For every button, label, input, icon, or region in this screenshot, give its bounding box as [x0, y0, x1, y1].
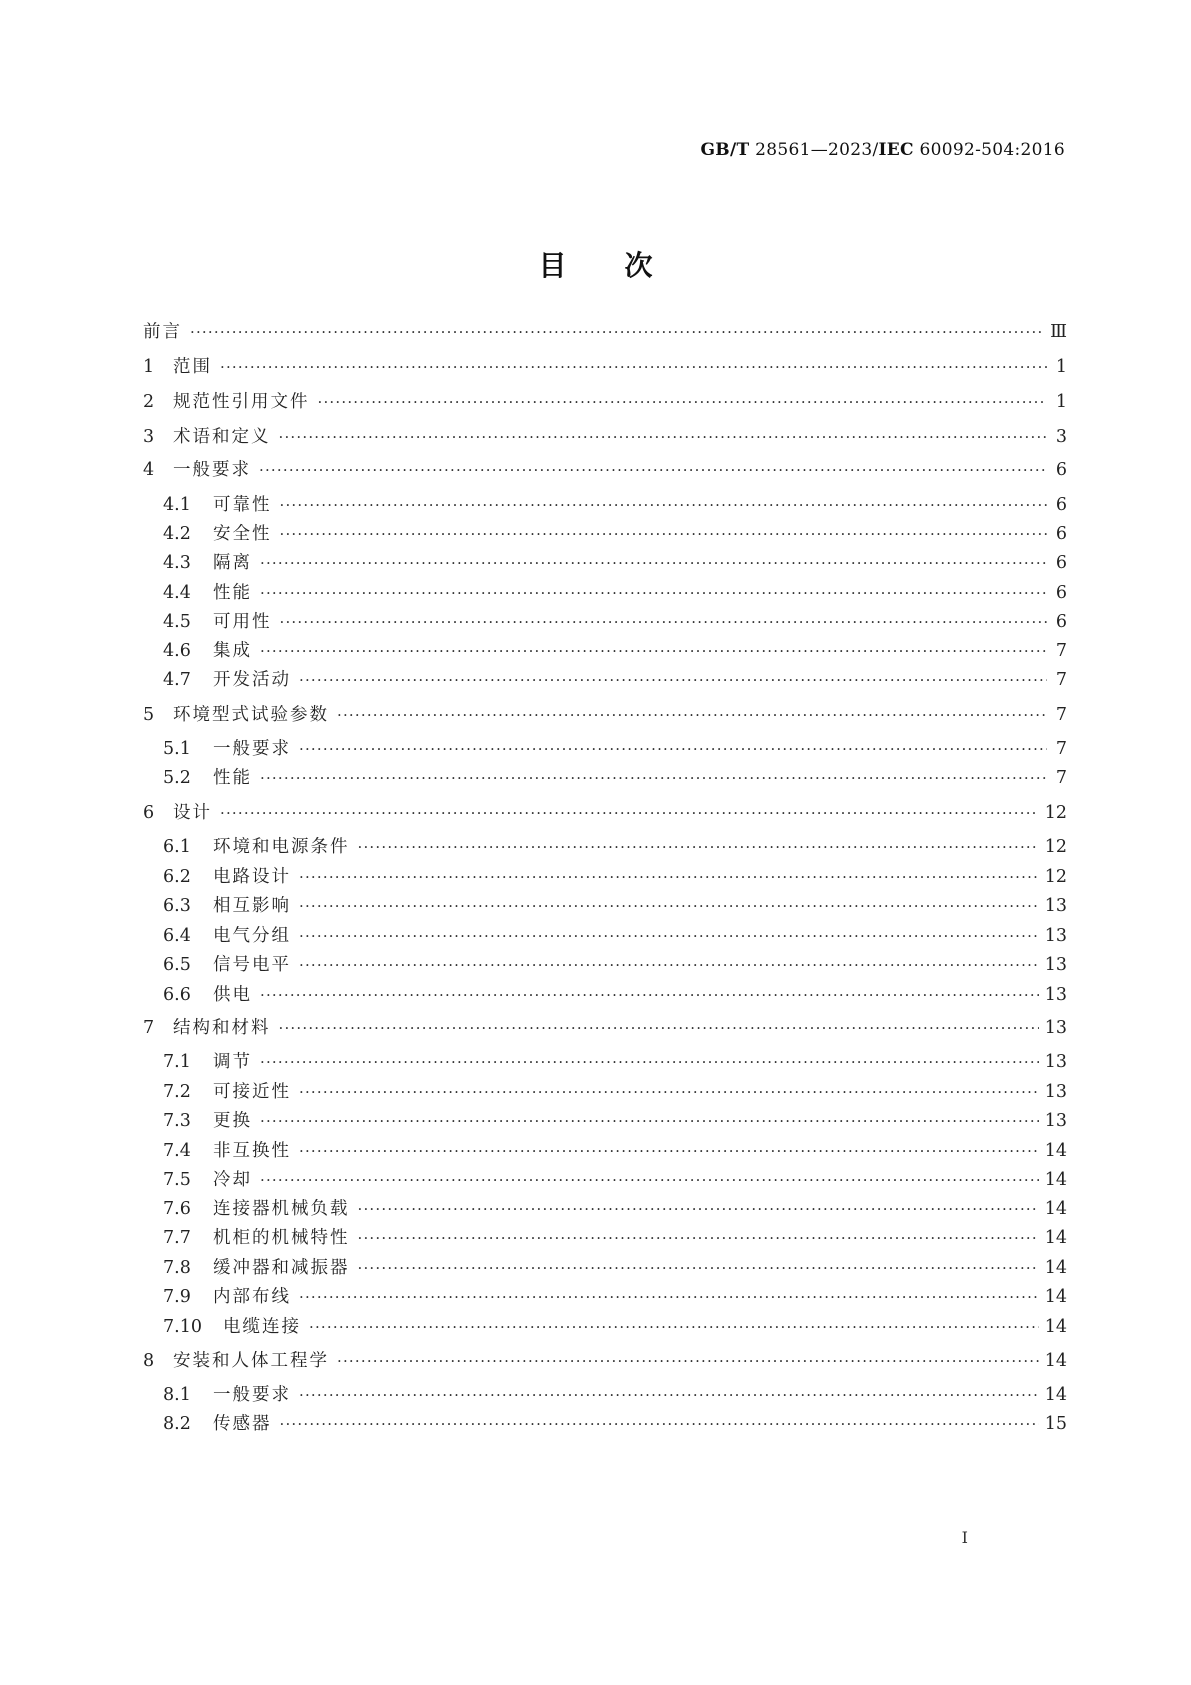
- toc-entry-page: 6: [1055, 612, 1067, 632]
- toc-entry-page: 13: [1044, 955, 1067, 975]
- toc-leader-dots: [260, 982, 1039, 1008]
- toc-leader-dots: [260, 550, 1047, 576]
- toc-entry[interactable]: [143, 609, 1067, 635]
- toc-entry-page: 14: [1044, 1141, 1067, 1161]
- toc-leader-dots: [260, 580, 1047, 606]
- toc-entry-number: 7.6: [163, 1199, 191, 1219]
- toc-leader-dots: [309, 1314, 1039, 1340]
- toc-leader-dots: [358, 1255, 1039, 1281]
- toc-entry[interactable]: [143, 765, 1067, 791]
- toc-entry-page: 13: [1044, 926, 1067, 946]
- toc-entry-page: 1: [1055, 392, 1067, 412]
- toc-entry-number: 3: [143, 427, 155, 447]
- toc-leader-dots: [260, 1108, 1039, 1134]
- toc-leader-dots: [280, 609, 1048, 635]
- toc-entry[interactable]: [143, 1284, 1067, 1310]
- toc-entry-number: 6.4: [163, 926, 191, 946]
- toc-entry-page: 15: [1044, 1414, 1067, 1434]
- toc-entry-label: 规范性引用文件: [173, 392, 310, 412]
- toc-leader-dots: [260, 1167, 1039, 1193]
- toc-entry-label: 缓冲器和减振器: [213, 1258, 350, 1278]
- toc-entry-label: 可用性: [213, 612, 272, 632]
- toc-leader-dots: [299, 1382, 1039, 1408]
- toc-entry[interactable]: [143, 800, 1067, 826]
- toc-entry[interactable]: [143, 1314, 1067, 1340]
- toc-entry-label: 环境型式试验参数: [173, 705, 329, 725]
- toc-entry-label: 电缆连接: [223, 1317, 301, 1337]
- toc-entry-label: 电路设计: [213, 867, 291, 887]
- toc-leader-dots: [337, 702, 1047, 728]
- toc-entry-label: 安全性: [213, 524, 272, 544]
- toc-entry-label: 设计: [173, 803, 212, 823]
- toc-leader-dots: [299, 1284, 1039, 1310]
- toc-leader-dots: [299, 1138, 1039, 1164]
- toc-entry-label: 机柜的机械特性: [213, 1228, 350, 1248]
- toc-entry-page: Ⅲ: [1050, 322, 1067, 342]
- toc-leader-dots: [259, 457, 1047, 483]
- toc-entry-page: 6: [1055, 583, 1067, 603]
- toc-entry[interactable]: [143, 638, 1067, 664]
- toc-entry-page: 14: [1044, 1228, 1067, 1248]
- toc-entry-page: 12: [1044, 867, 1067, 887]
- toc-entry-label: 供电: [213, 985, 252, 1005]
- toc-entry-page: 7: [1055, 739, 1067, 759]
- toc-leader-dots: [318, 389, 1048, 415]
- toc-entry[interactable]: [143, 354, 1067, 380]
- toc-entry[interactable]: [143, 319, 1067, 345]
- toc-entry-label: 内部布线: [213, 1287, 291, 1307]
- toc-entry[interactable]: [143, 1348, 1067, 1374]
- toc-entry-label: 一般要求: [213, 1385, 291, 1405]
- toc-entry[interactable]: [143, 736, 1067, 762]
- toc-entry-number: 7.2: [163, 1082, 191, 1102]
- toc-entry-number: 7.7: [163, 1228, 191, 1248]
- toc-entry-page: 12: [1044, 803, 1067, 823]
- toc-entry-number: 6: [143, 803, 155, 823]
- toc-entry[interactable]: [143, 1079, 1067, 1105]
- page-folio: Ⅰ: [961, 1528, 968, 1547]
- toc-leader-dots: [299, 893, 1039, 919]
- toc-entry-page: 13: [1044, 985, 1067, 1005]
- toc-leader-dots: [299, 923, 1039, 949]
- toc-entry-number: 7.8: [163, 1258, 191, 1278]
- toc-leader-dots: [299, 667, 1047, 693]
- toc-entry-number: 8.1: [163, 1385, 191, 1405]
- toc-entry-number: 4.1: [163, 495, 191, 515]
- toc-entry-page: 13: [1044, 1111, 1067, 1131]
- toc-entry[interactable]: [143, 457, 1067, 483]
- toc-leader-dots: [220, 800, 1039, 826]
- toc-entry-number: 5: [143, 705, 155, 725]
- toc-entry-page: 6: [1055, 553, 1067, 573]
- toc-entry-page: 13: [1044, 896, 1067, 916]
- toc-entry-page: 1: [1055, 357, 1067, 377]
- toc-entry-page: 14: [1044, 1287, 1067, 1307]
- toc-entry-label: 相互影响: [213, 896, 291, 916]
- toc-entry-label: 前言: [143, 322, 182, 342]
- toc-entry-label: 可接近性: [213, 1082, 291, 1102]
- toc-entry-label: 性能: [213, 768, 252, 788]
- toc-entry-number: 6.6: [163, 985, 191, 1005]
- toc-entry-page: 14: [1044, 1317, 1067, 1337]
- toc-entry[interactable]: [143, 550, 1067, 576]
- toc-entry-number: 6.3: [163, 896, 191, 916]
- toc-entry-label: 调节: [213, 1052, 252, 1072]
- toc-entry-number: 5.1: [163, 739, 191, 759]
- toc-entry-number: 6.5: [163, 955, 191, 975]
- toc-entry-number: 7.5: [163, 1170, 191, 1190]
- toc-entry-label: 术语和定义: [173, 427, 271, 447]
- toc-entry-label: 开发活动: [213, 670, 291, 690]
- toc-entry-label: 一般要求: [213, 739, 291, 759]
- toc-entry-number: 7: [143, 1018, 155, 1038]
- toc-entry-label: 非互换性: [213, 1141, 291, 1161]
- toc-entry-number: 7.10: [163, 1317, 202, 1337]
- toc-entry-number: 2: [143, 392, 155, 412]
- toc-entry[interactable]: [143, 1255, 1067, 1281]
- toc-entry[interactable]: [143, 1015, 1067, 1041]
- toc-entry[interactable]: [143, 1167, 1067, 1193]
- toc-entry-number: 7.1: [163, 1052, 191, 1072]
- toc-entry-label: 安装和人体工程学: [173, 1351, 329, 1371]
- toc-entry-page: 6: [1055, 460, 1067, 480]
- toc-leader-dots: [358, 1225, 1039, 1251]
- toc-entry-label: 更换: [213, 1111, 252, 1131]
- toc-entry-number: 6.1: [163, 837, 191, 857]
- toc-leader-dots: [280, 1411, 1039, 1437]
- toc-entry-number: 1: [143, 357, 155, 377]
- toc-entry-label: 集成: [213, 641, 252, 661]
- toc-entry-page: 7: [1055, 705, 1067, 725]
- toc-entry-page: 13: [1044, 1082, 1067, 1102]
- toc-leader-dots: [260, 638, 1047, 664]
- toc-entry-page: 13: [1044, 1018, 1067, 1038]
- toc-entry-label: 环境和电源条件: [213, 837, 350, 857]
- toc-entry[interactable]: [143, 521, 1067, 547]
- toc-entry[interactable]: [143, 864, 1067, 890]
- toc-leader-dots: [279, 424, 1048, 450]
- toc-entry[interactable]: [143, 389, 1067, 415]
- toc-entry[interactable]: [143, 1049, 1067, 1075]
- toc-entry-number: 4.3: [163, 553, 191, 573]
- toc-entry[interactable]: [143, 923, 1067, 949]
- toc-leader-dots: [280, 492, 1048, 518]
- toc-leader-dots: [220, 354, 1047, 380]
- standard-prefix: GB/T: [700, 140, 750, 160]
- toc-entry-page: 12: [1044, 837, 1067, 857]
- toc-entry-number: 6.2: [163, 867, 191, 887]
- toc-leader-dots: [260, 1049, 1039, 1075]
- toc-entry-label: 信号电平: [213, 955, 291, 975]
- toc-entry[interactable]: [143, 834, 1067, 860]
- toc-entry[interactable]: [143, 667, 1067, 693]
- toc-entry-label: 电气分组: [213, 926, 291, 946]
- toc-entry-label: 隔离: [213, 553, 252, 573]
- standard-number: [700, 140, 1065, 160]
- toc-entry-page: 14: [1044, 1170, 1067, 1190]
- toc-entry-number: 4: [143, 460, 155, 480]
- toc-entry-number: 7.4: [163, 1141, 191, 1161]
- toc-entry-number: 5.2: [163, 768, 191, 788]
- toc-entry-number: 8: [143, 1351, 155, 1371]
- toc-entry-page: 14: [1044, 1258, 1067, 1278]
- toc-entry-label: 结构和材料: [173, 1018, 271, 1038]
- toc-entry-page: 6: [1055, 524, 1067, 544]
- standard-iec-prefix: IEC: [878, 140, 914, 160]
- toc-leader-dots: [299, 1079, 1039, 1105]
- toc-entry-label: 传感器: [213, 1414, 272, 1434]
- toc-entry-number: 4.6: [163, 641, 191, 661]
- toc-entry[interactable]: [143, 424, 1067, 450]
- toc-entry-page: 7: [1055, 768, 1067, 788]
- toc-entry[interactable]: [143, 1196, 1067, 1222]
- toc-entry-label: 冷却: [213, 1170, 252, 1190]
- toc-leader-dots: [190, 319, 1044, 345]
- toc-leader-dots: [260, 765, 1047, 791]
- toc-entry-page: 14: [1044, 1199, 1067, 1219]
- toc-entry[interactable]: [143, 1108, 1067, 1134]
- toc-entry[interactable]: [143, 1225, 1067, 1251]
- toc-entry-label: 一般要求: [173, 460, 251, 480]
- toc-entry[interactable]: [143, 702, 1067, 728]
- toc-entry-page: 7: [1055, 670, 1067, 690]
- toc-entry-page: 14: [1044, 1385, 1067, 1405]
- toc-entry[interactable]: [143, 1382, 1067, 1408]
- toc-entry[interactable]: [143, 492, 1067, 518]
- toc-entry-page: 7: [1055, 641, 1067, 661]
- toc-entry[interactable]: [143, 1411, 1067, 1437]
- toc-leader-dots: [280, 521, 1048, 547]
- toc-entry-label: 范围: [173, 357, 212, 377]
- toc-leader-dots: [358, 834, 1039, 860]
- toc-entry[interactable]: [143, 952, 1067, 978]
- toc-entry-number: 8.2: [163, 1414, 191, 1434]
- toc-entry-page: 3: [1055, 427, 1067, 447]
- toc-leader-dots: [299, 864, 1039, 890]
- toc-entry-number: 4.7: [163, 670, 191, 690]
- toc-entry[interactable]: [143, 893, 1067, 919]
- toc-entry-number: 4.5: [163, 612, 191, 632]
- toc-entry-page: 14: [1044, 1351, 1067, 1371]
- toc-entry-label: 性能: [213, 583, 252, 603]
- toc-leader-dots: [337, 1348, 1039, 1374]
- toc-entry[interactable]: [143, 982, 1067, 1008]
- standard-code: 28561—2023/: [749, 140, 879, 160]
- toc-entry-number: 7.9: [163, 1287, 191, 1307]
- toc-entry-label: 可靠性: [213, 495, 272, 515]
- toc-entry-number: 4.4: [163, 583, 191, 603]
- toc-entry-page: 13: [1044, 1052, 1067, 1072]
- toc-entry[interactable]: [143, 580, 1067, 606]
- toc-leader-dots: [279, 1015, 1039, 1041]
- toc-entry-page: 6: [1055, 495, 1067, 515]
- toc-entry-label: 连接器机械负载: [213, 1199, 350, 1219]
- toc-entry[interactable]: [143, 1138, 1067, 1164]
- toc-entry-number: 7.3: [163, 1111, 191, 1131]
- toc-entry-number: 4.2: [163, 524, 191, 544]
- toc-leader-dots: [358, 1196, 1039, 1222]
- toc-leader-dots: [299, 952, 1039, 978]
- toc-leader-dots: [299, 736, 1047, 762]
- standard-iec-code: 60092-504:2016: [913, 140, 1065, 160]
- toc-title: 目次: [538, 249, 711, 282]
